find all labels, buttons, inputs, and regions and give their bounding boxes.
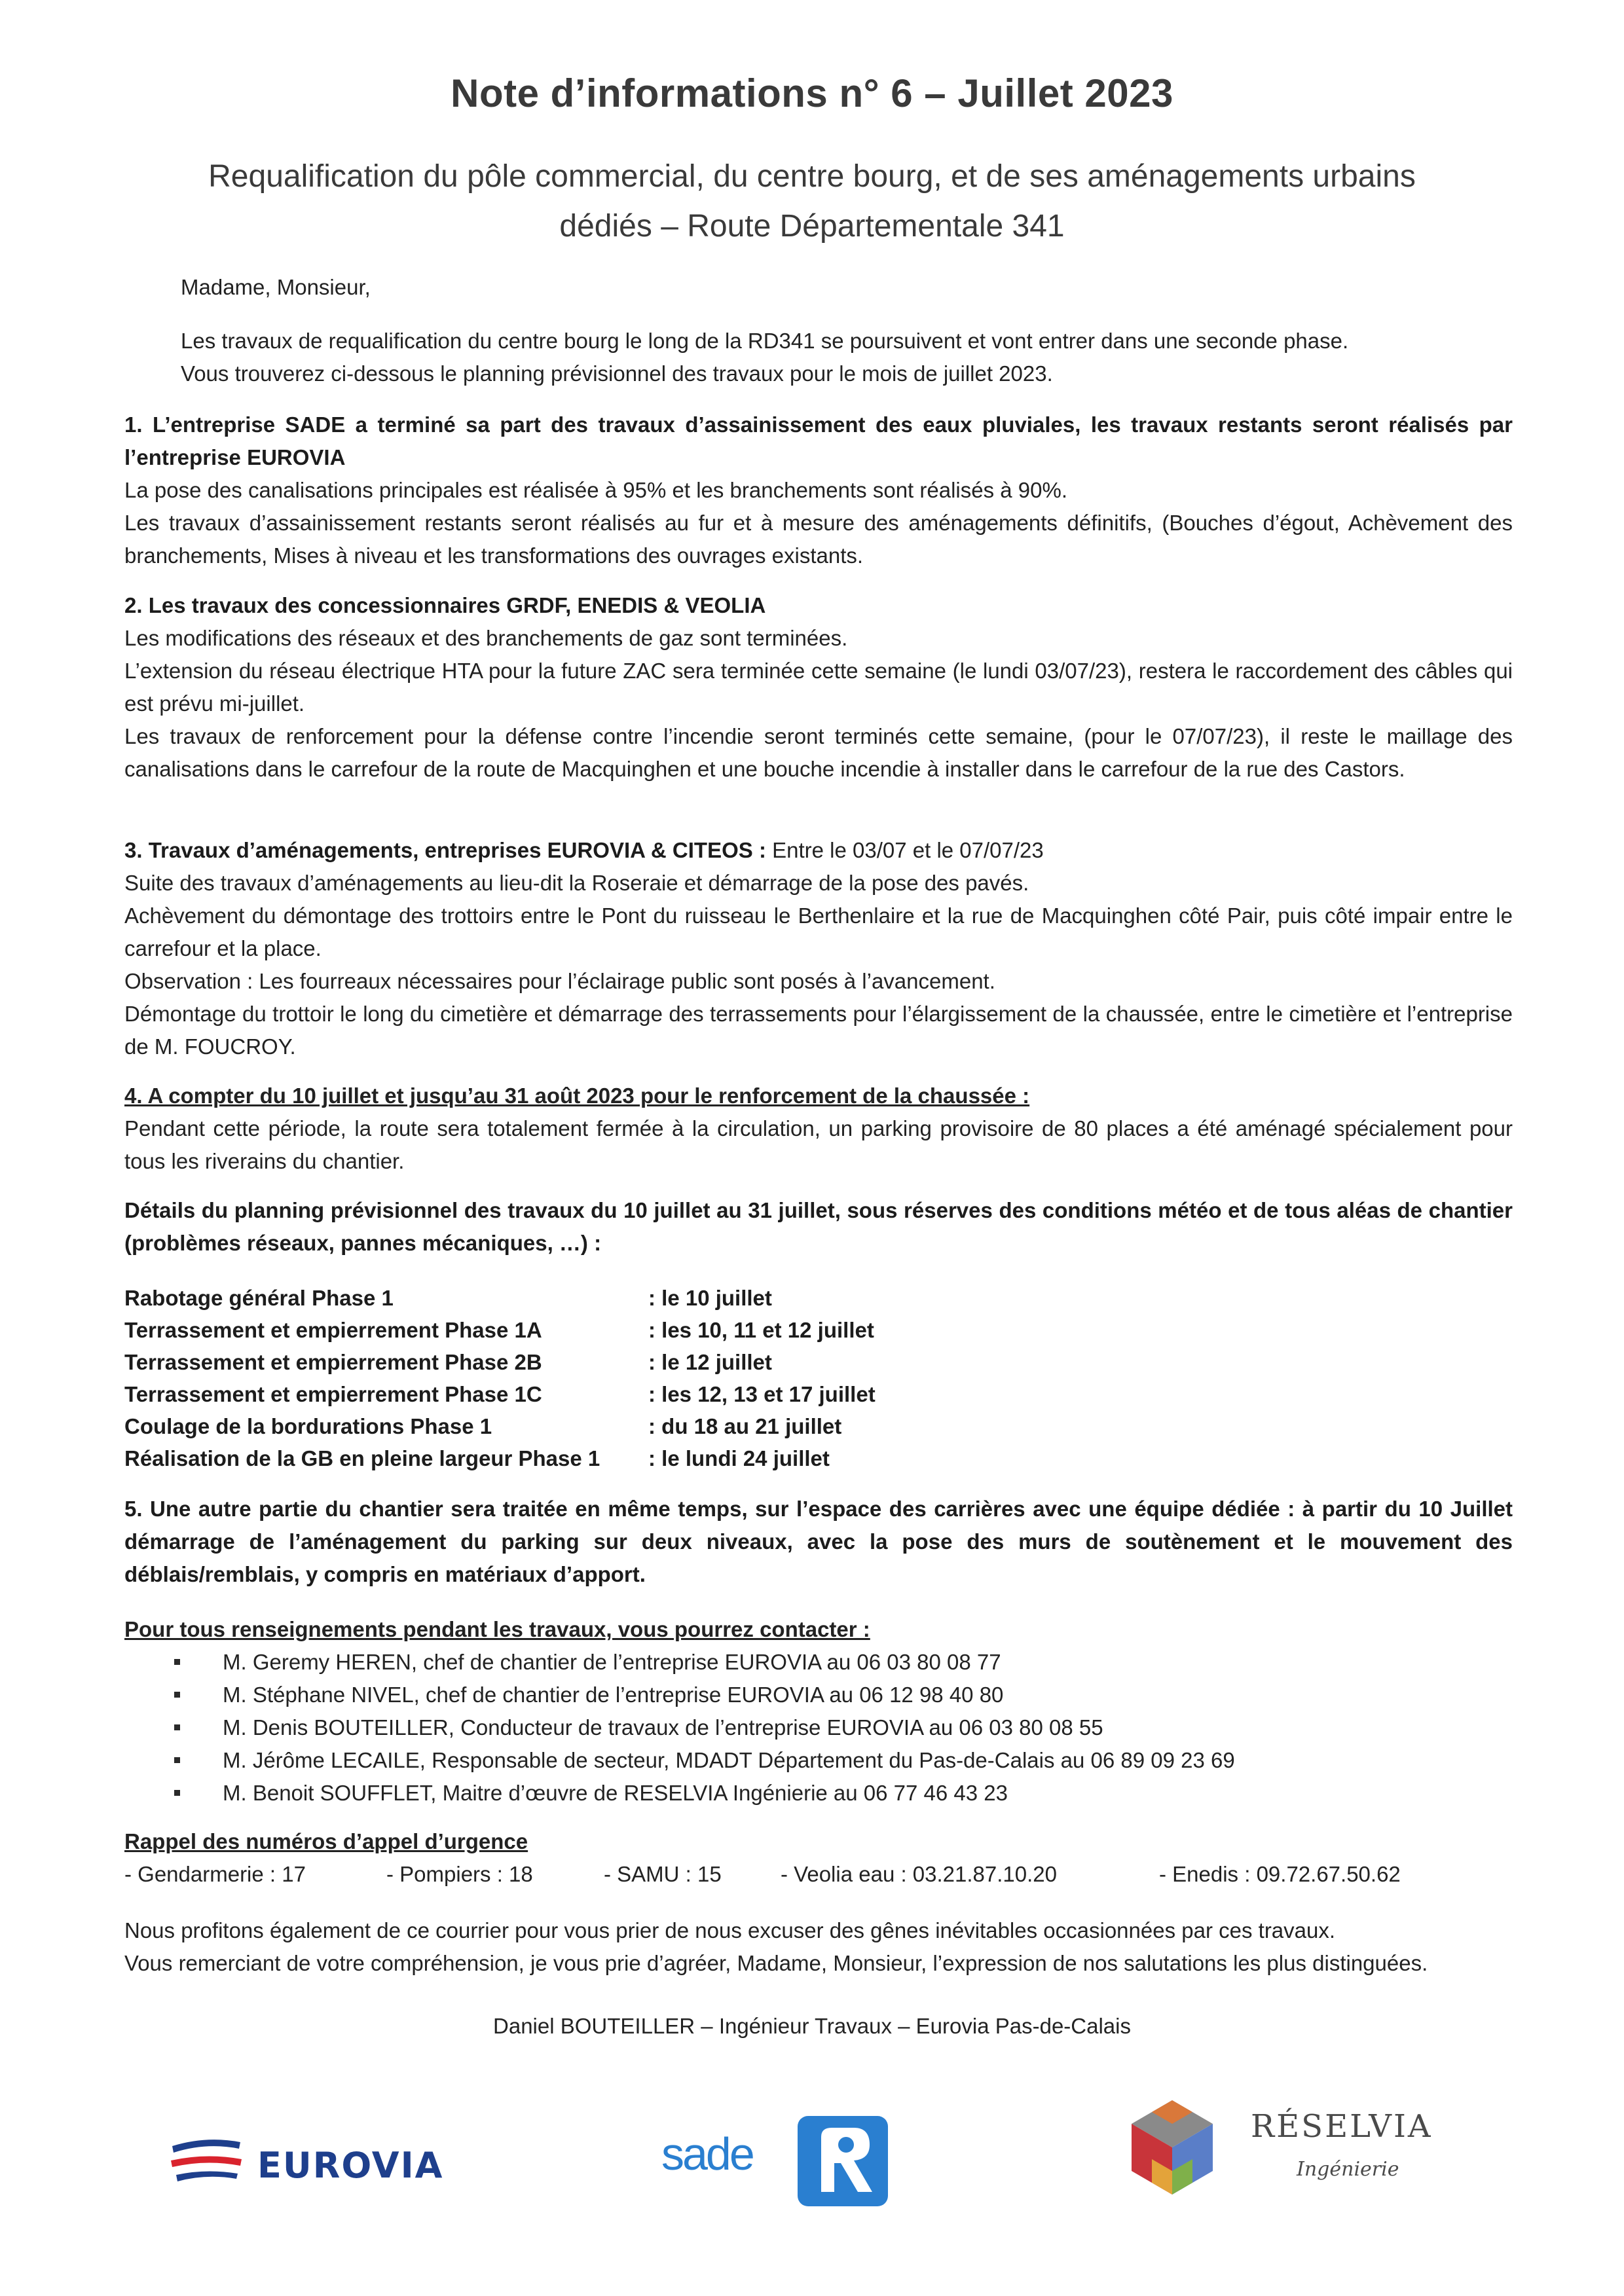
bullet-icon: [174, 1659, 180, 1665]
contact-item: [124, 1777, 1513, 1810]
emergency-samu: - SAMU : 15: [604, 1862, 722, 1886]
schedule-value: : le 12 juillet: [648, 1350, 772, 1374]
contact-item: [124, 1646, 1513, 1679]
reselvia-subtitle: Ingénierie: [1297, 2158, 1399, 2181]
sade-emblem-icon: [794, 2112, 892, 2210]
section-3-dates: Entre le 03/07 et le 07/07/23: [766, 838, 1044, 862]
schedule-value: : du 18 au 21 juillet: [648, 1414, 842, 1438]
section-3-heading-line: [124, 834, 1513, 867]
sade-wordmark: sade: [661, 2128, 753, 2179]
schedule-row: [124, 1346, 1041, 1378]
schedule-value: : les 12, 13 et 17 juillet: [648, 1382, 876, 1406]
reselvia-cube-icon: [1120, 2095, 1225, 2200]
signature: Daniel BOUTEILLER – Ingénieur Travaux – Eurovia Pas-de-Calais: [493, 2014, 1131, 2038]
section-4: [124, 1080, 1513, 1178]
contact-text: M. Denis BOUTEILLER, Conducteur de travaux de l’entreprise EUROVIA au 06 03 80 08 55: [223, 1715, 1103, 1740]
section-3-paragraph-4: Démontage du trottoir le long du cimetière et démarrage des terrassements pour l’élargissement de la chaussée, entre le cimetière et l’entreprise de M. FOUCROY.: [124, 1002, 1513, 1059]
schedule-value: : les 10, 11 et 12 juillet: [648, 1318, 874, 1342]
schedule-row: [124, 1282, 1041, 1314]
subtitle-line-1: Requalification du pôle commercial, du centre bourg, et de ses aménagements urbains: [208, 159, 1416, 194]
section-3: [124, 834, 1513, 1063]
eurovia-wordmark: EUROVIA: [257, 2145, 444, 2186]
schedule-label: Coulage de la bordurations Phase 1: [124, 1414, 492, 1438]
section-1: [124, 409, 1513, 572]
contact-text: M. Stéphane NIVEL, chef de chantier de l’entreprise EUROVIA au 06 12 98 40 80: [223, 1683, 1004, 1707]
section-3-paragraph-2: Achèvement du démontage des trottoirs entre le Pont du ruisseau le Berthenlaire et la rue de Macquinghen côté Pair, puis côté impair entre le carrefour et la place.: [124, 903, 1513, 960]
planning-schedule: [124, 1282, 1041, 1474]
contact-text: M. Geremy HEREN, chef de chantier de l’entreprise EUROVIA au 06 03 80 08 77: [223, 1650, 1001, 1674]
section-4-paragraph-1: Pendant cette période, la route sera totalement fermée à la circulation, un parking provisoire de 80 places a été aménagé spécialement pour tous les riverains du chantier.: [124, 1116, 1513, 1173]
schedule-label: Terrassement et empierrement Phase 2B: [124, 1350, 542, 1374]
eurovia-logo: [167, 2128, 507, 2206]
emergency-gendarmerie: - Gendarmerie : 17: [124, 1862, 306, 1886]
section-3-paragraph-1: Suite des travaux d’aménagements au lieu-dit la Roseraie et démarrage de la pose des pavés.: [124, 871, 1029, 895]
reselvia-wordmark: RÉSELVIA: [1251, 2108, 1433, 2145]
section-1-paragraph-1: La pose des canalisations principales est réalisée à 95% et les branchements sont réalisés à 90%.: [124, 478, 1067, 502]
contact-text: M. Benoit SOUFFLET, Maitre d’œuvre de RESELVIA Ingénierie au 06 77 46 43 23: [223, 1781, 1008, 1805]
schedule-row: [124, 1314, 1041, 1346]
document-subtitle: [131, 152, 1493, 251]
section-2-paragraph-1: Les modifications des réseaux et des branchements de gaz sont terminées.: [124, 626, 848, 650]
bullet-icon: [174, 1692, 180, 1698]
section-4-heading: 4. A compter du 10 juillet et jusqu’au 31 août 2023 pour le renforcement de la chaussée :: [124, 1084, 1030, 1108]
schedule-label: Terrassement et empierrement Phase 1A: [124, 1318, 542, 1342]
section-1-heading: 1. L’entreprise SADE a terminé sa part des travaux d’assainissement des eaux pluviales, les travaux restants seront réalisés par l’entreprise EUROVIA: [124, 412, 1513, 469]
intro-line-1: Les travaux de requalification du centre bourg le long de la RD341 se poursuivent et vont entrer dans une seconde phase.: [181, 329, 1349, 353]
emergency-heading: Rappel des numéros d’appel d’urgence: [124, 1829, 528, 1853]
section-5: 5. Une autre partie du chantier sera traitée en même temps, sur l’espace des carrières avec une équipe dédiée : à partir du 10 Juillet démarrage de l’aménagement du parking sur deux niveaux, avec la pose des murs de soutènement et le mouvement des déblais/remblais, y compris en matériaux d’apport.: [124, 1497, 1513, 1586]
schedule-row: [124, 1410, 1041, 1442]
schedule-value: : le 10 juillet: [648, 1286, 772, 1310]
schedule-row: [124, 1442, 1041, 1474]
closing-section: [124, 1914, 1513, 1980]
section-3-heading: 3. Travaux d’aménagements, entreprises EUROVIA & CITEOS :: [124, 838, 766, 862]
schedule-label: Rabotage général Phase 1: [124, 1286, 394, 1310]
contact-text: M. Jérôme LECAILE, Responsable de secteur, MDADT Département du Pas-de-Calais au 06 89 09 23 69: [223, 1748, 1235, 1772]
contact-item: [124, 1679, 1513, 1711]
section-2: [124, 589, 1513, 786]
intro-paragraph: [181, 325, 1497, 390]
emergency-pompiers: - Pompiers : 18: [386, 1862, 533, 1886]
schedule-label: Réalisation de la GB en pleine largeur Phase 1: [124, 1446, 600, 1470]
emergency-numbers: [124, 1858, 1513, 1891]
emergency-section: [124, 1825, 1513, 1891]
emergency-veolia: - Veolia eau : 03.21.87.10.20: [781, 1862, 1058, 1886]
section-2-paragraph-3: Les travaux de renforcement pour la défense contre l’incendie seront terminés cette semaine, (pour le 07/07/23), il reste le maillage des canalisations dans le carrefour de la route de Macquinghen et une bouche incendie à installer dans le carrefour de la rue des Castors.: [124, 724, 1513, 781]
salutation: Madame, Monsieur,: [181, 275, 371, 299]
schedule-label: Terrassement et empierrement Phase 1C: [124, 1382, 542, 1406]
reselvia-logo: [1120, 2095, 1460, 2206]
contacts-list: [124, 1646, 1513, 1810]
sade-logo: [661, 2109, 910, 2214]
intro-line-2: Vous trouverez ci-dessous le planning prévisionnel des travaux pour le mois de juillet 2023.: [181, 361, 1053, 386]
emergency-enedis: - Enedis : 09.72.67.50.62: [1159, 1862, 1401, 1886]
section-2-paragraph-2: L’extension du réseau électrique HTA pour la future ZAC sera terminée cette semaine (le lundi 03/07/23), restera le raccordement des câbles qui est prévu mi-juillet.: [124, 659, 1513, 716]
subtitle-line-2: dédiés – Route Départementale 341: [559, 209, 1065, 244]
document-title: Note d’informations n° 6 – Juillet 2023: [451, 71, 1173, 115]
planning-intro: Détails du planning prévisionnel des travaux du 10 juillet au 31 juillet, sous réserves des conditions météo et de tous aléas de chantier (problèmes réseaux, pannes mécaniques, …) :: [124, 1198, 1513, 1255]
section-3-paragraph-3: Observation : Les fourreaux nécessaires pour l’éclairage public sont posés à l’avancement.: [124, 969, 995, 993]
closing-paragraph-2: Vous remerciant de votre compréhension, je vous prie d’agréer, Madame, Monsieur, l’expression de nos salutations les plus distinguées.: [124, 1951, 1428, 1975]
schedule-row: [124, 1378, 1041, 1410]
closing-paragraph-1: Nous profitons également de ce courrier pour vous prier de nous excuser des gênes inévitables occasionnées par ces travaux.: [124, 1918, 1336, 1942]
contacts-section: [124, 1613, 1513, 1810]
bullet-icon: [174, 1790, 180, 1796]
bullet-icon: [174, 1724, 180, 1730]
eurovia-swoosh-icon: [167, 2128, 246, 2200]
bullet-icon: [174, 1757, 180, 1763]
schedule-value: : le lundi 24 juillet: [648, 1446, 830, 1470]
section-2-heading: 2. Les travaux des concessionnaires GRDF, ENEDIS & VEOLIA: [124, 593, 766, 617]
contacts-heading: Pour tous renseignements pendant les travaux, vous pourrez contacter :: [124, 1617, 870, 1641]
section-1-paragraph-2: Les travaux d’assainissement restants seront réalisés au fur et à mesure des aménagements définitifs, (Bouches d’égout, Achèvement des branchements, Mises à niveau et les transformations des ouvrages existants.: [124, 511, 1513, 568]
contact-item: [124, 1744, 1513, 1777]
contact-item: [124, 1711, 1513, 1744]
